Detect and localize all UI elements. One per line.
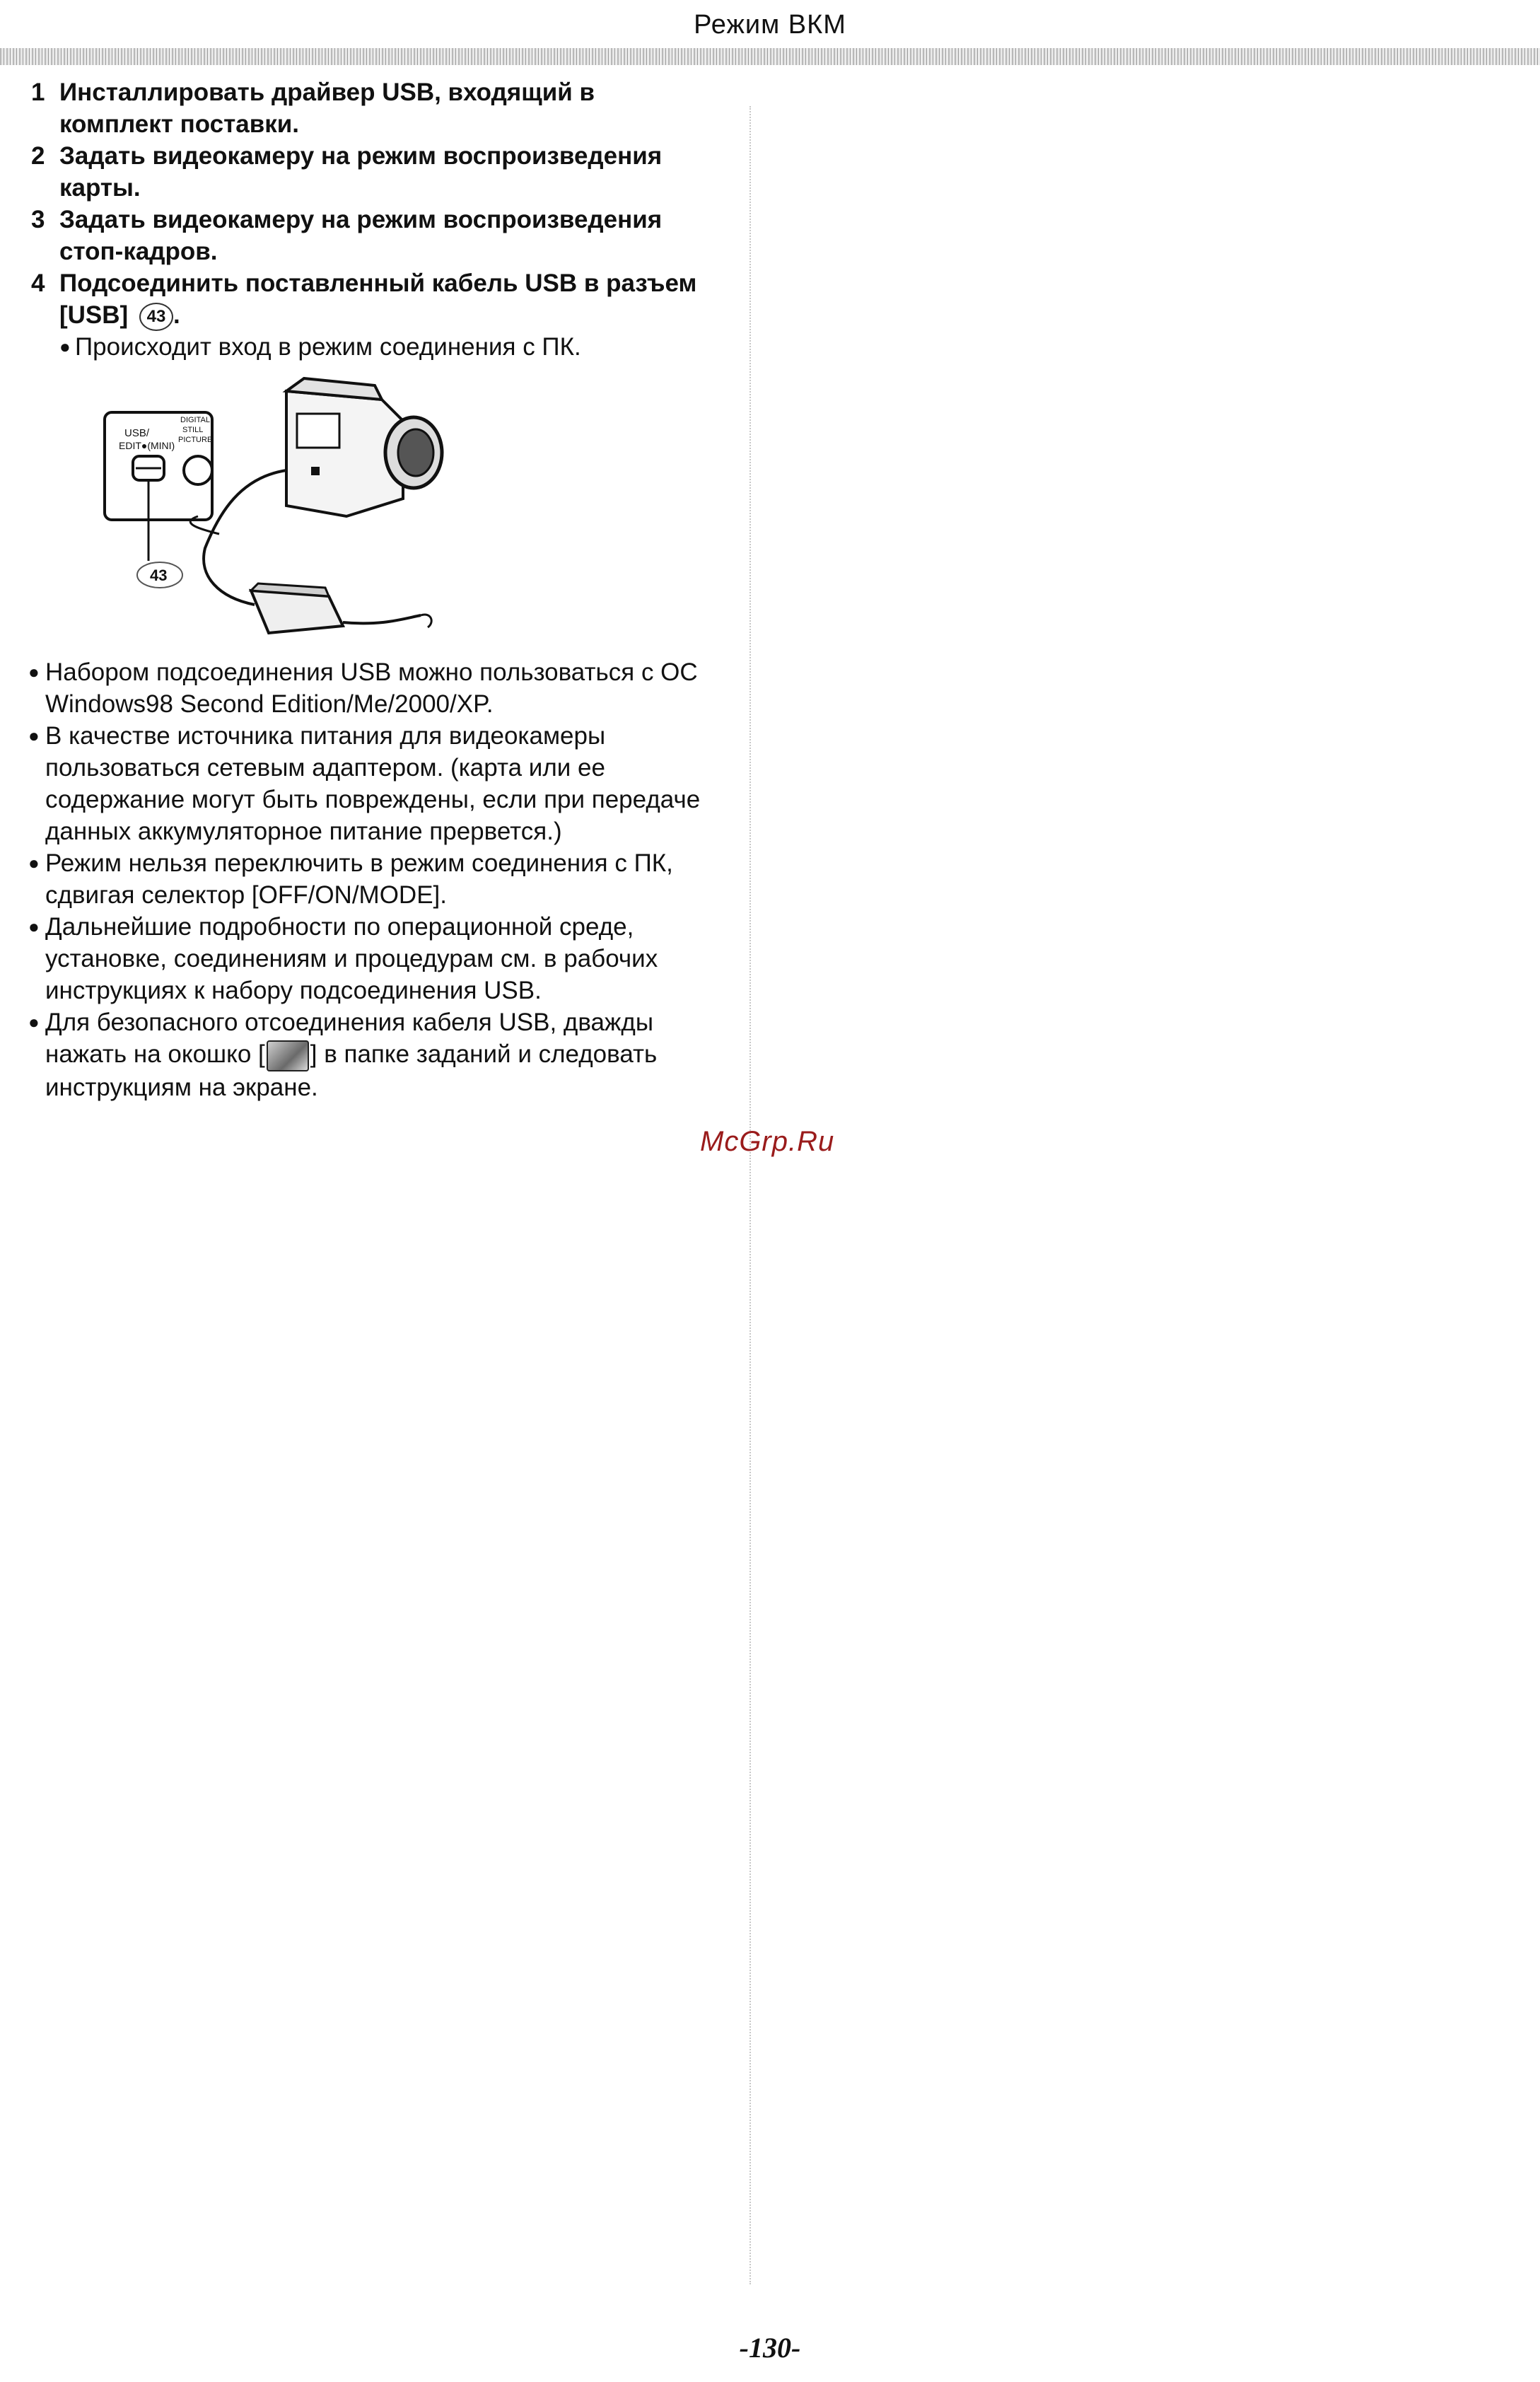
step-text: Задать видеокамеру на режим воспроизведения стоп-кадров. <box>59 206 663 265</box>
column-divider <box>749 106 751 2284</box>
note-item <box>28 720 721 847</box>
note-text: Для безопасного отсоединения кабеля USB, дважды нажать на окошко [ <box>45 1009 653 1068</box>
dv-port-icon <box>184 456 212 484</box>
step-number: 4 <box>31 269 45 297</box>
step-4-note <box>31 331 710 363</box>
step-text: Задать видеокамеру на режим воспроизведения карты. <box>59 142 663 202</box>
note-item <box>28 911 721 1006</box>
usb-label: USB/ <box>124 427 150 439</box>
note-item <box>28 1006 721 1103</box>
step-2 <box>31 140 710 204</box>
step-4 <box>31 267 710 331</box>
page-title: Режим ВКМ <box>694 10 846 40</box>
watermark: McGrp.Ru <box>700 1126 835 1157</box>
note-text: Режим нельзя переключить в режим соединения с ПК, сдвигая селектор [OFF/ON/MODE]. <box>45 849 673 909</box>
note-text-end: ] в папке заданий и следовать инструкциям на экране. <box>45 1040 658 1101</box>
note-item <box>28 847 721 911</box>
notes-list <box>28 656 721 1103</box>
bullet-icon: ● <box>28 852 40 873</box>
bullet-icon: ● <box>28 1011 40 1033</box>
note-text: Набором подсоединения USB можно пользоваться с ОС Windows98 Second Edition/Me/2000/XP. <box>45 658 698 718</box>
step-number: 3 <box>31 206 45 233</box>
bullet-icon: ● <box>28 661 40 682</box>
bullet-icon: ● <box>28 725 40 746</box>
note-item <box>28 656 721 720</box>
step-1 <box>31 76 710 140</box>
note-text: В качестве источника питания для видеокамеры пользоваться сетевым адаптером. (карта или ее содержание могут быть повреждены, если при передаче данных аккумуляторное питание прервется.) <box>45 722 701 845</box>
header-rule <box>0 48 1540 65</box>
bullet-icon: ● <box>28 916 40 937</box>
step-number: 2 <box>31 142 45 170</box>
step-text: Инсталлировать драйвер USB, входящий в комплект поставки. <box>59 79 595 138</box>
substep-text: Происходит вход в режим соединения с ПК. <box>75 333 581 361</box>
callout-number: 43 <box>150 567 168 584</box>
bullet-icon: ● <box>59 336 71 357</box>
still-label: STILL <box>182 426 204 434</box>
step-3 <box>31 204 710 267</box>
digital-label: DIGITAL <box>180 416 210 424</box>
note-text: Дальнейшие подробности по операционной среде, установке, соединениям и процедурам см. в рабочих инструкциях к набору подсоединения USB. <box>45 913 658 1004</box>
step-text: Подсоединить поставленный кабель USB в разъем [USB] <box>59 269 697 329</box>
steps-list <box>31 76 710 363</box>
picture-label: PICTURE <box>178 436 213 444</box>
safely-remove-hardware-icon <box>267 1040 309 1071</box>
ref-circle: 43 <box>139 303 173 331</box>
step-text-end: . <box>173 301 180 329</box>
camcorder-usb-illustration <box>99 371 453 654</box>
step-number: 1 <box>31 79 45 106</box>
edit-mini-label: EDIT●(MINI) <box>119 440 175 451</box>
page-number: -130- <box>739 2332 801 2364</box>
